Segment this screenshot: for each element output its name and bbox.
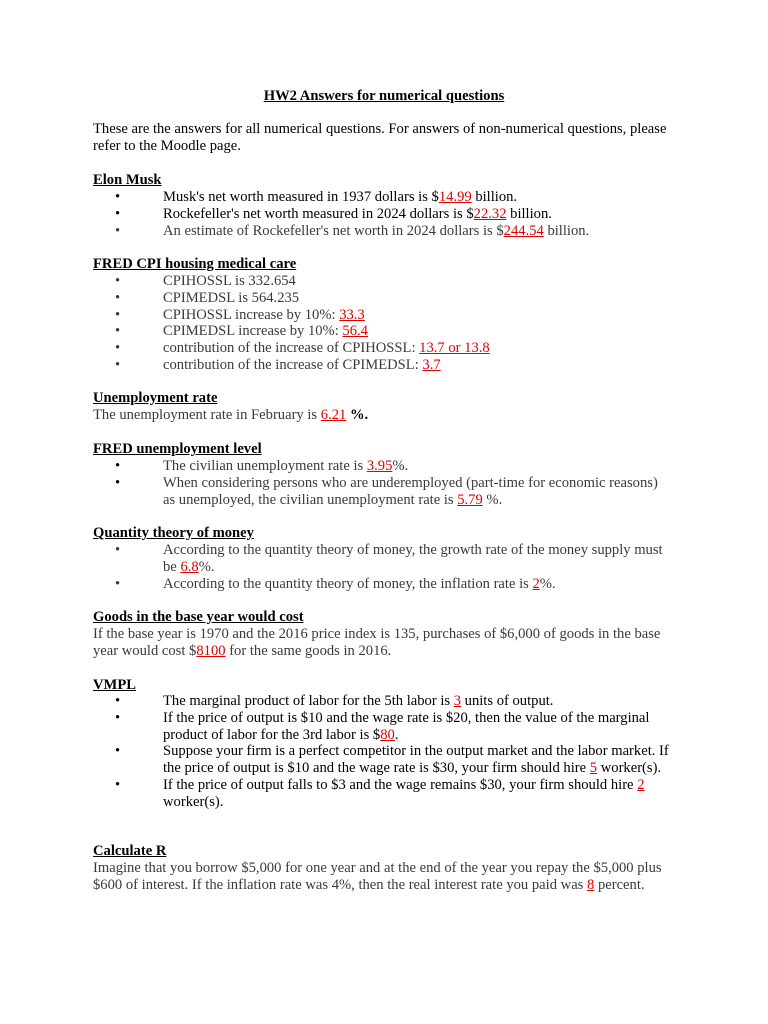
bullet: • — [115, 356, 121, 373]
section-heading-fred-unemployment-level: FRED unemployment level — [93, 441, 262, 457]
answer-value: 244.54 — [503, 222, 544, 239]
answer-value: 3 — [453, 693, 462, 709]
list-vmpl — [0, 693, 768, 811]
answer-value: 80 — [380, 726, 395, 743]
section-heading-fred-cpi: FRED CPI housing medical care — [93, 256, 297, 272]
list-item: • CPIMEDSL is 564.235 — [115, 289, 300, 306]
answer-value: 6.8 — [180, 558, 199, 575]
list-item: • Rockefeller's net worth measured in 2024 dollars is $22.32 billion. — [115, 205, 552, 222]
list-item: • The marginal product of labor for the 5th labor is 3 units of output. — [115, 693, 554, 709]
bullet: • — [115, 205, 121, 222]
intro-paragraph: These are the answers for all numerical questions. For answers of non-numerical questions, please refer to the Moodle page. — [93, 121, 667, 154]
bullet: • — [115, 542, 121, 558]
bullet: • — [115, 340, 121, 357]
answer-value: 8 — [587, 876, 595, 893]
list-fred-cpi — [0, 273, 768, 374]
section-heading-goods-base-year: Goods in the base year would cost — [93, 609, 304, 625]
list-item: • According to the quantity theory of money, the inflation rate is 2%. — [115, 575, 556, 592]
section-heading-vmpl: VMPL — [93, 677, 136, 693]
section-heading-calculate-r: Calculate R — [93, 843, 167, 859]
answer-value: 22.32 — [473, 205, 507, 222]
answer-value: 8100 — [196, 642, 226, 659]
answer-value: 14.99 — [438, 189, 472, 205]
bullet: • — [115, 458, 121, 474]
list-item: • When considering persons who are underemployed (part-time for economic reasons) as unemployed, the civilian unemployment rate is 5.79 %. — [115, 474, 658, 508]
page-title: HW2 Answers for numerical questions — [263, 88, 505, 104]
bullet: • — [115, 189, 121, 205]
section-heading-quantity-theory: Quantity theory of money — [93, 525, 254, 541]
list-elon-musk — [0, 189, 768, 239]
answer-value: 33.3 — [339, 306, 365, 323]
bullet: • — [115, 306, 121, 323]
list-quantity-theory — [0, 542, 768, 592]
goods-paragraph: If the base year is 1970 and the 2016 price index is 135, purchases of $6,000 of goods in the base year would cost $8100 for the same goods in 2016. — [93, 626, 661, 659]
answer-value: 5 — [589, 760, 598, 777]
list-item: • contribution of the increase of CPIMEDSL: 3.7 — [115, 356, 441, 373]
answer-value: 6.21 — [320, 407, 347, 423]
answer-value: 3.7 — [422, 356, 441, 373]
answer-value: 3.95 — [366, 458, 393, 474]
answer-value: 13.7 or 13.8 — [419, 340, 490, 357]
answer-value: 2 — [532, 575, 540, 592]
answer-value: 56.4 — [342, 323, 368, 340]
bullet: • — [115, 289, 121, 306]
list-item: • CPIHOSSL increase by 10%: 33.3 — [115, 306, 365, 323]
section-heading-unemployment-rate: Unemployment rate — [93, 390, 218, 406]
list-item: • CPIMEDSL increase by 10%: 56.4 — [115, 323, 368, 340]
list-item: • The civilian unemployment rate is 3.95%. — [115, 458, 409, 474]
bullet: • — [115, 575, 121, 592]
list-item: • If the price of output falls to $3 and the wage remains $30, your firm should hire 2 worker(s). — [115, 776, 645, 810]
calculate-r-paragraph: Imagine that you borrow $5,000 for one year and at the end of the year you repay the $5,000 plus $600 of interest. If the inflation rate was 4%, then the real interest rate you paid was 8 percent. — [93, 860, 662, 893]
list-item: • If the price of output is $10 and the wage rate is $20, then the value of the marginal product of labor for the 3rd labor is $80. — [115, 709, 650, 743]
list-item: • An estimate of Rockefeller's net worth in 2024 dollars is $244.54 billion. — [115, 222, 590, 239]
bullet: • — [115, 273, 121, 289]
unemployment-paragraph: The unemployment rate in February is 6.21 %. — [93, 407, 369, 423]
section-heading-elon-musk: Elon Musk — [93, 172, 162, 188]
list-item: • contribution of the increase of CPIHOSSL: 13.7 or 13.8 — [115, 340, 490, 357]
list-item: • CPIHOSSL is 332.654 — [115, 273, 296, 289]
answer-value: 5.79 — [457, 491, 483, 508]
bullet: • — [115, 323, 121, 340]
list-item: • Musk's net worth measured in 1937 dollars is $14.99 billion. — [115, 189, 518, 205]
list-item: • According to the quantity theory of money, the growth rate of the money supply must be 6.8%. — [115, 542, 663, 575]
bullet: • — [115, 776, 121, 793]
answer-value: 2 — [637, 776, 645, 793]
bullet: • — [115, 474, 121, 491]
list-item: • Suppose your firm is a perfect competitor in the output market and the labor market. If the price of output is $10 and the wage rate is $30, your firm should hire 5 worker(s). — [115, 743, 669, 777]
list-fred-unemployment-level — [0, 458, 768, 508]
bullet: • — [115, 222, 121, 239]
bullet: • — [115, 693, 121, 709]
bullet: • — [115, 743, 121, 760]
bullet: • — [115, 709, 121, 726]
